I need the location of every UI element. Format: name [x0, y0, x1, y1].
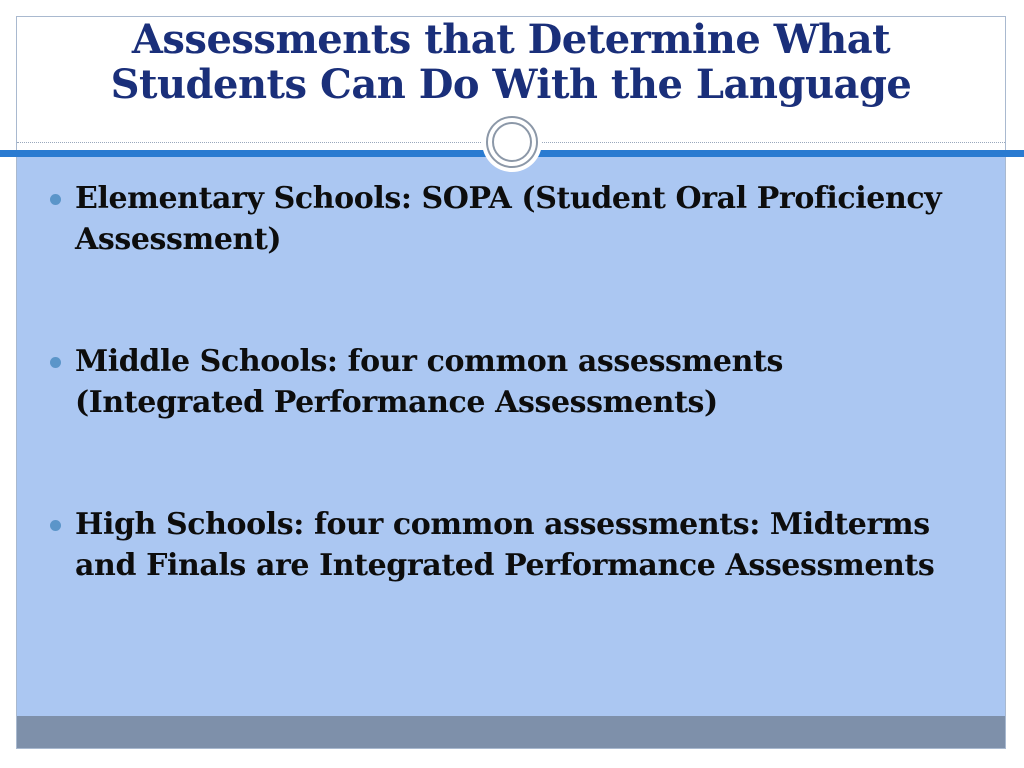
inner-ring [492, 122, 532, 162]
footer-band [17, 716, 1005, 748]
bullet-text: Middle Schools: four common assessments (Integrated Performance Assessments) [75, 344, 783, 420]
bullet-dot-icon [50, 357, 61, 368]
title-line-1: Assessments that Determine What [131, 16, 891, 63]
bullet-dot-icon [50, 520, 61, 531]
bullet-list [44, 178, 974, 586]
bullet-dot-icon [50, 194, 61, 205]
bullet-item-high [44, 504, 974, 586]
circle-ornament-icon [482, 112, 542, 172]
slide-title [111, 17, 912, 107]
bullet-item-elementary [44, 178, 974, 260]
bullet-text: Elementary Schools: SOPA (Student Oral Proficiency Assessment) [75, 181, 942, 257]
bullet-item-middle [44, 341, 974, 423]
title-line-2: Students Can Do With the Language [110, 61, 912, 108]
bullet-text: High Schools: four common assessments: Midterms and Finals are Integrated Performance Assessments [75, 507, 935, 583]
